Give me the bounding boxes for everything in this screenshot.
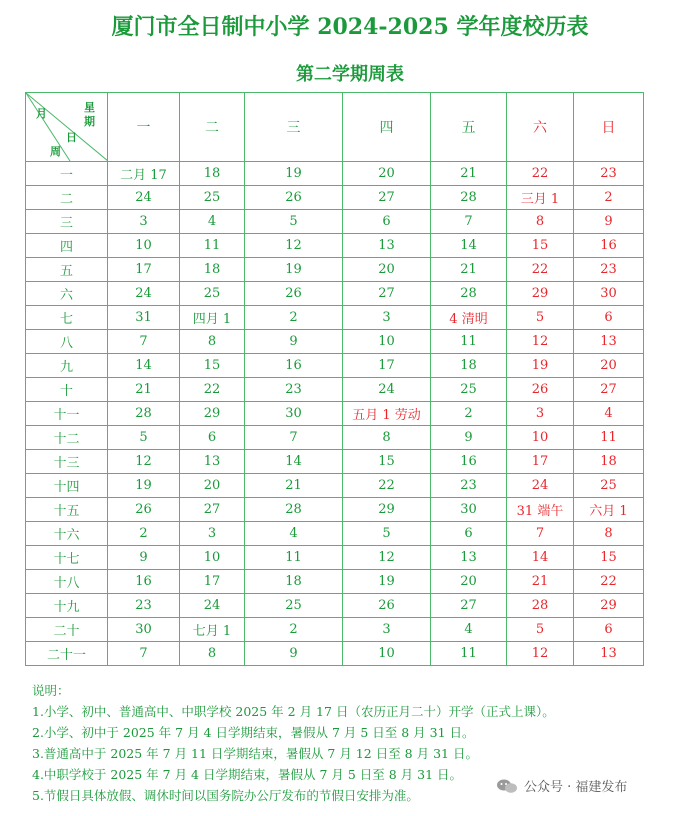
day-cell: 2 bbox=[245, 618, 343, 642]
day-cell: 3 bbox=[180, 522, 245, 546]
day-cell: 6 bbox=[574, 306, 644, 330]
day-cell: 6 bbox=[343, 210, 431, 234]
week-number-cell: 十五 bbox=[26, 498, 108, 522]
day-cell: 9 bbox=[108, 546, 180, 570]
day-cell: 18 bbox=[574, 450, 644, 474]
day-cell: 2 bbox=[245, 306, 343, 330]
day-cell: 22 bbox=[574, 570, 644, 594]
day-cell: 29 bbox=[180, 402, 245, 426]
day-cell: 17 bbox=[108, 258, 180, 282]
note-item: 5.节假日具体放假、调休时间以国务院办公厅发布的节假日安排为准。 bbox=[32, 788, 419, 803]
day-cell: 30 bbox=[574, 282, 644, 306]
day-cell: 26 bbox=[108, 498, 180, 522]
notes-heading: 说明： bbox=[32, 683, 70, 698]
day-cell: 15 bbox=[574, 546, 644, 570]
day-cell: 23 bbox=[431, 474, 507, 498]
day-cell: 5 bbox=[507, 618, 574, 642]
day-cell: 31 端午 bbox=[507, 498, 574, 522]
day-cell: 7 bbox=[507, 522, 574, 546]
day-cell: 30 bbox=[431, 498, 507, 522]
table-row bbox=[26, 306, 644, 330]
day-cell: 7 bbox=[108, 330, 180, 354]
day-cell: 2 bbox=[108, 522, 180, 546]
day-cell: 11 bbox=[245, 546, 343, 570]
table-row bbox=[26, 618, 644, 642]
header-row bbox=[26, 93, 644, 162]
day-cell: 16 bbox=[431, 450, 507, 474]
table-row bbox=[26, 594, 644, 618]
day-cell: 18 bbox=[180, 258, 245, 282]
table-row bbox=[26, 186, 644, 210]
week-number-cell: 一 bbox=[26, 162, 108, 186]
day-cell: 19 bbox=[507, 354, 574, 378]
day-cell: 29 bbox=[507, 282, 574, 306]
day-cell: 六月 1 bbox=[574, 498, 644, 522]
day-cell: 20 bbox=[574, 354, 644, 378]
week-number-cell: 三 bbox=[26, 210, 108, 234]
day-cell: 五月 1 劳动 bbox=[343, 402, 431, 426]
table-row bbox=[26, 546, 644, 570]
day-cell: 22 bbox=[343, 474, 431, 498]
note-item: 1.小学、初中、普通高中、中职学校 2025 年 2 月 17 日（农历正月二十）开学（正式上课）。 bbox=[32, 704, 555, 719]
day-cell: 28 bbox=[245, 498, 343, 522]
day-cell: 23 bbox=[245, 378, 343, 402]
day-cell: 17 bbox=[343, 354, 431, 378]
day-cell: 三月 1 bbox=[507, 186, 574, 210]
day-cell: 15 bbox=[343, 450, 431, 474]
week-number-cell: 二十一 bbox=[26, 642, 108, 666]
day-cell: 9 bbox=[574, 210, 644, 234]
day-cell: 23 bbox=[574, 162, 644, 186]
day-cell: 3 bbox=[343, 618, 431, 642]
day-cell: 5 bbox=[343, 522, 431, 546]
day-cell: 25 bbox=[180, 282, 245, 306]
day-cell: 3 bbox=[507, 402, 574, 426]
corner-label-zhou: 周 bbox=[50, 145, 61, 158]
table-row bbox=[26, 642, 644, 666]
day-cell: 9 bbox=[431, 426, 507, 450]
calendar-body bbox=[26, 162, 644, 666]
day-cell: 22 bbox=[507, 258, 574, 282]
weekday-header: 三 bbox=[245, 93, 343, 162]
day-cell: 10 bbox=[343, 330, 431, 354]
day-cell: 6 bbox=[574, 618, 644, 642]
day-cell: 24 bbox=[343, 378, 431, 402]
day-cell: 4 bbox=[431, 618, 507, 642]
table-row bbox=[26, 426, 644, 450]
corner-label-ri: 日 bbox=[66, 131, 77, 144]
day-cell: 3 bbox=[343, 306, 431, 330]
week-number-cell: 六 bbox=[26, 282, 108, 306]
day-cell: 2 bbox=[574, 186, 644, 210]
day-cell: 30 bbox=[245, 402, 343, 426]
day-cell: 12 bbox=[507, 330, 574, 354]
day-cell: 12 bbox=[108, 450, 180, 474]
corner-label-xing: 星 bbox=[84, 101, 95, 114]
weekday-header: 一 bbox=[108, 93, 180, 162]
day-cell: 15 bbox=[507, 234, 574, 258]
day-cell: 11 bbox=[431, 642, 507, 666]
day-cell: 13 bbox=[574, 330, 644, 354]
corner-label-qi: 期 bbox=[84, 115, 95, 128]
day-cell: 19 bbox=[108, 474, 180, 498]
page-title: 厦门市全日制中小学 2024-2025 学年度校历表 bbox=[111, 14, 589, 40]
week-number-cell: 二 bbox=[26, 186, 108, 210]
day-cell: 4 清明 bbox=[431, 306, 507, 330]
day-cell: 28 bbox=[431, 186, 507, 210]
day-cell: 8 bbox=[507, 210, 574, 234]
day-cell: 26 bbox=[343, 594, 431, 618]
day-cell: 17 bbox=[507, 450, 574, 474]
day-cell: 16 bbox=[574, 234, 644, 258]
watermark-text: 公众号 · 福建发布 bbox=[524, 780, 628, 795]
day-cell: 25 bbox=[245, 594, 343, 618]
day-cell: 13 bbox=[343, 234, 431, 258]
week-number-cell: 七 bbox=[26, 306, 108, 330]
day-cell: 2 bbox=[431, 402, 507, 426]
day-cell: 26 bbox=[245, 282, 343, 306]
week-number-cell: 四 bbox=[26, 234, 108, 258]
day-cell: 3 bbox=[108, 210, 180, 234]
week-number-cell: 十九 bbox=[26, 594, 108, 618]
table-row bbox=[26, 450, 644, 474]
day-cell: 12 bbox=[507, 642, 574, 666]
day-cell: 17 bbox=[180, 570, 245, 594]
day-cell: 10 bbox=[507, 426, 574, 450]
day-cell: 13 bbox=[180, 450, 245, 474]
day-cell: 6 bbox=[431, 522, 507, 546]
day-cell: 11 bbox=[431, 330, 507, 354]
day-cell: 七月 1 bbox=[180, 618, 245, 642]
note-item: 3.普通高中于 2025 年 7 月 11 日学期结束，暑假从 7 月 12 日至 8 月 31 日。 bbox=[32, 746, 478, 761]
day-cell: 20 bbox=[343, 162, 431, 186]
week-number-cell: 五 bbox=[26, 258, 108, 282]
table-row bbox=[26, 354, 644, 378]
day-cell: 26 bbox=[245, 186, 343, 210]
day-cell: 4 bbox=[180, 210, 245, 234]
day-cell: 19 bbox=[245, 258, 343, 282]
day-cell: 27 bbox=[343, 186, 431, 210]
day-cell: 24 bbox=[108, 282, 180, 306]
day-cell: 13 bbox=[431, 546, 507, 570]
weekday-header: 六 bbox=[507, 93, 574, 162]
day-cell: 19 bbox=[245, 162, 343, 186]
table-row bbox=[26, 402, 644, 426]
weekday-header: 四 bbox=[343, 93, 431, 162]
day-cell: 19 bbox=[343, 570, 431, 594]
day-cell: 20 bbox=[431, 570, 507, 594]
day-cell: 27 bbox=[574, 378, 644, 402]
table-row bbox=[26, 378, 644, 402]
week-number-cell: 八 bbox=[26, 330, 108, 354]
day-cell: 12 bbox=[343, 546, 431, 570]
table-row bbox=[26, 234, 644, 258]
day-cell: 21 bbox=[108, 378, 180, 402]
day-cell: 25 bbox=[574, 474, 644, 498]
week-number-cell: 十 bbox=[26, 378, 108, 402]
day-cell: 18 bbox=[245, 570, 343, 594]
day-cell: 10 bbox=[343, 642, 431, 666]
day-cell: 12 bbox=[245, 234, 343, 258]
day-cell: 20 bbox=[180, 474, 245, 498]
weekday-header: 二 bbox=[180, 93, 245, 162]
table-row bbox=[26, 522, 644, 546]
week-number-cell: 十八 bbox=[26, 570, 108, 594]
weekday-header: 日 bbox=[574, 93, 644, 162]
day-cell: 14 bbox=[108, 354, 180, 378]
day-cell: 22 bbox=[180, 378, 245, 402]
table-row bbox=[26, 258, 644, 282]
day-cell: 11 bbox=[180, 234, 245, 258]
week-number-cell: 十七 bbox=[26, 546, 108, 570]
day-cell: 16 bbox=[108, 570, 180, 594]
day-cell: 26 bbox=[507, 378, 574, 402]
week-number-cell: 十三 bbox=[26, 450, 108, 474]
watermark bbox=[496, 776, 627, 795]
day-cell: 8 bbox=[180, 330, 245, 354]
corner-label-yue: 月 bbox=[36, 107, 47, 120]
day-cell: 4 bbox=[245, 522, 343, 546]
table-row bbox=[26, 282, 644, 306]
day-cell: 31 bbox=[108, 306, 180, 330]
day-cell: 8 bbox=[343, 426, 431, 450]
week-number-cell: 十一 bbox=[26, 402, 108, 426]
day-cell: 21 bbox=[431, 258, 507, 282]
day-cell: 8 bbox=[180, 642, 245, 666]
day-cell: 28 bbox=[507, 594, 574, 618]
day-cell: 7 bbox=[245, 426, 343, 450]
day-cell: 29 bbox=[574, 594, 644, 618]
day-cell: 四月 1 bbox=[180, 306, 245, 330]
table-row bbox=[26, 210, 644, 234]
day-cell: 9 bbox=[245, 330, 343, 354]
day-cell: 5 bbox=[245, 210, 343, 234]
calendar-table bbox=[25, 92, 644, 666]
day-cell: 25 bbox=[431, 378, 507, 402]
day-cell: 23 bbox=[108, 594, 180, 618]
day-cell: 14 bbox=[431, 234, 507, 258]
corner-diagonal-lines bbox=[26, 93, 108, 161]
table-row bbox=[26, 570, 644, 594]
day-cell: 5 bbox=[108, 426, 180, 450]
week-number-cell: 十四 bbox=[26, 474, 108, 498]
week-number-cell: 二十 bbox=[26, 618, 108, 642]
day-cell: 21 bbox=[507, 570, 574, 594]
table-row bbox=[26, 474, 644, 498]
day-cell: 27 bbox=[180, 498, 245, 522]
day-cell: 28 bbox=[108, 402, 180, 426]
day-cell: 7 bbox=[108, 642, 180, 666]
page-subtitle: 第二学期周表 bbox=[296, 64, 404, 85]
wechat-icon bbox=[496, 778, 518, 794]
table-row bbox=[26, 330, 644, 354]
day-cell: 22 bbox=[507, 162, 574, 186]
day-cell: 18 bbox=[431, 354, 507, 378]
day-cell: 30 bbox=[108, 618, 180, 642]
note-item: 4.中职学校于 2025 年 7 月 4 日学期结束，暑假从 7 月 5 日至 8 月 31 日。 bbox=[32, 767, 463, 782]
day-cell: 18 bbox=[180, 162, 245, 186]
day-cell: 21 bbox=[431, 162, 507, 186]
day-cell: 27 bbox=[431, 594, 507, 618]
day-cell: 5 bbox=[507, 306, 574, 330]
table-row bbox=[26, 498, 644, 522]
day-cell: 15 bbox=[180, 354, 245, 378]
day-cell: 24 bbox=[108, 186, 180, 210]
day-cell: 10 bbox=[108, 234, 180, 258]
day-cell: 28 bbox=[431, 282, 507, 306]
day-cell: 25 bbox=[180, 186, 245, 210]
week-number-cell: 十六 bbox=[26, 522, 108, 546]
day-cell: 二月 17 bbox=[108, 162, 180, 186]
note-item: 2.小学、初中于 2025 年 7 月 4 日学期结束，暑假从 7 月 5 日至 8 月 31 日。 bbox=[32, 725, 475, 740]
day-cell: 13 bbox=[574, 642, 644, 666]
day-cell: 27 bbox=[343, 282, 431, 306]
table-row bbox=[26, 162, 644, 186]
day-cell: 24 bbox=[507, 474, 574, 498]
day-cell: 6 bbox=[180, 426, 245, 450]
day-cell: 24 bbox=[180, 594, 245, 618]
day-cell: 10 bbox=[180, 546, 245, 570]
day-cell: 14 bbox=[507, 546, 574, 570]
day-cell: 16 bbox=[245, 354, 343, 378]
day-cell: 21 bbox=[245, 474, 343, 498]
day-cell: 20 bbox=[343, 258, 431, 282]
week-number-cell: 十二 bbox=[26, 426, 108, 450]
day-cell: 29 bbox=[343, 498, 431, 522]
day-cell: 14 bbox=[245, 450, 343, 474]
day-cell: 8 bbox=[574, 522, 644, 546]
day-cell: 23 bbox=[574, 258, 644, 282]
weekday-header: 五 bbox=[431, 93, 507, 162]
day-cell: 7 bbox=[431, 210, 507, 234]
day-cell: 4 bbox=[574, 402, 644, 426]
day-cell: 9 bbox=[245, 642, 343, 666]
corner-header-cell bbox=[26, 93, 108, 162]
day-cell: 11 bbox=[574, 426, 644, 450]
week-number-cell: 九 bbox=[26, 354, 108, 378]
